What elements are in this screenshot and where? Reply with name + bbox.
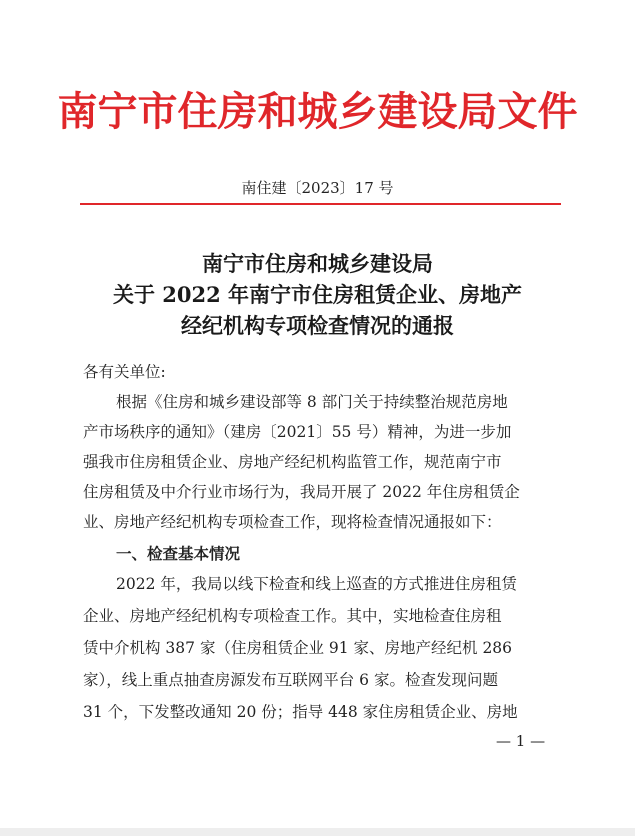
title-line-2: 关于 2022 年南宁市住房租赁企业、房地产 bbox=[112, 282, 523, 307]
body-line: 业、房地产经纪机构专项检查工作，现将检查情况通报如下： bbox=[83, 513, 502, 531]
section-line: 赁中介机构 387 家（住房租赁企业 91 家、房地产经纪机 286 bbox=[83, 639, 513, 657]
section-heading: 一、检查基本情况 bbox=[116, 545, 241, 563]
body-line: 强我市住房租赁企业、房地产经纪机构监管工作，规范南宁市 bbox=[83, 453, 502, 471]
page-bottom-edge bbox=[0, 828, 635, 836]
body-line: 住房租赁及中介行业市场行为，我局开展了 2022 年住房租赁企 bbox=[83, 483, 520, 501]
salutation: 各有关单位: bbox=[83, 363, 166, 381]
title-line-3: 经纪机构专项检查情况的通报 bbox=[181, 313, 454, 338]
section-line: 31 个，下发整改通知 20 份；指导 448 家住房租赁企业、房地 bbox=[83, 703, 518, 721]
section-line: 企业、房地产经纪机构专项检查工作。其中，实地检查住房租 bbox=[83, 607, 502, 625]
section-line: 2022 年，我局以线下检查和线上巡查的方式推进住房租赁 bbox=[116, 575, 517, 593]
page-number: — 1 — bbox=[496, 732, 546, 750]
body-line: 产市场秩序的通知》（建房〔2021〕55 号）精神，为进一步加 bbox=[83, 423, 512, 441]
document-number: 南住建〔2023〕17 号 bbox=[241, 179, 394, 197]
section-line: 家），线上重点抽查房源发布互联网平台 6 家。检查发现问题 bbox=[83, 671, 498, 689]
body-line: 根据《住房和城乡建设部等 8 部门关于持续整治规范房地 bbox=[116, 393, 508, 411]
issuer-masthead: 南宁市住房和城乡建设局文件 bbox=[57, 88, 578, 135]
red-divider-rule bbox=[80, 203, 561, 205]
title-line-1: 南宁市住房和城乡建设局 bbox=[202, 251, 433, 276]
